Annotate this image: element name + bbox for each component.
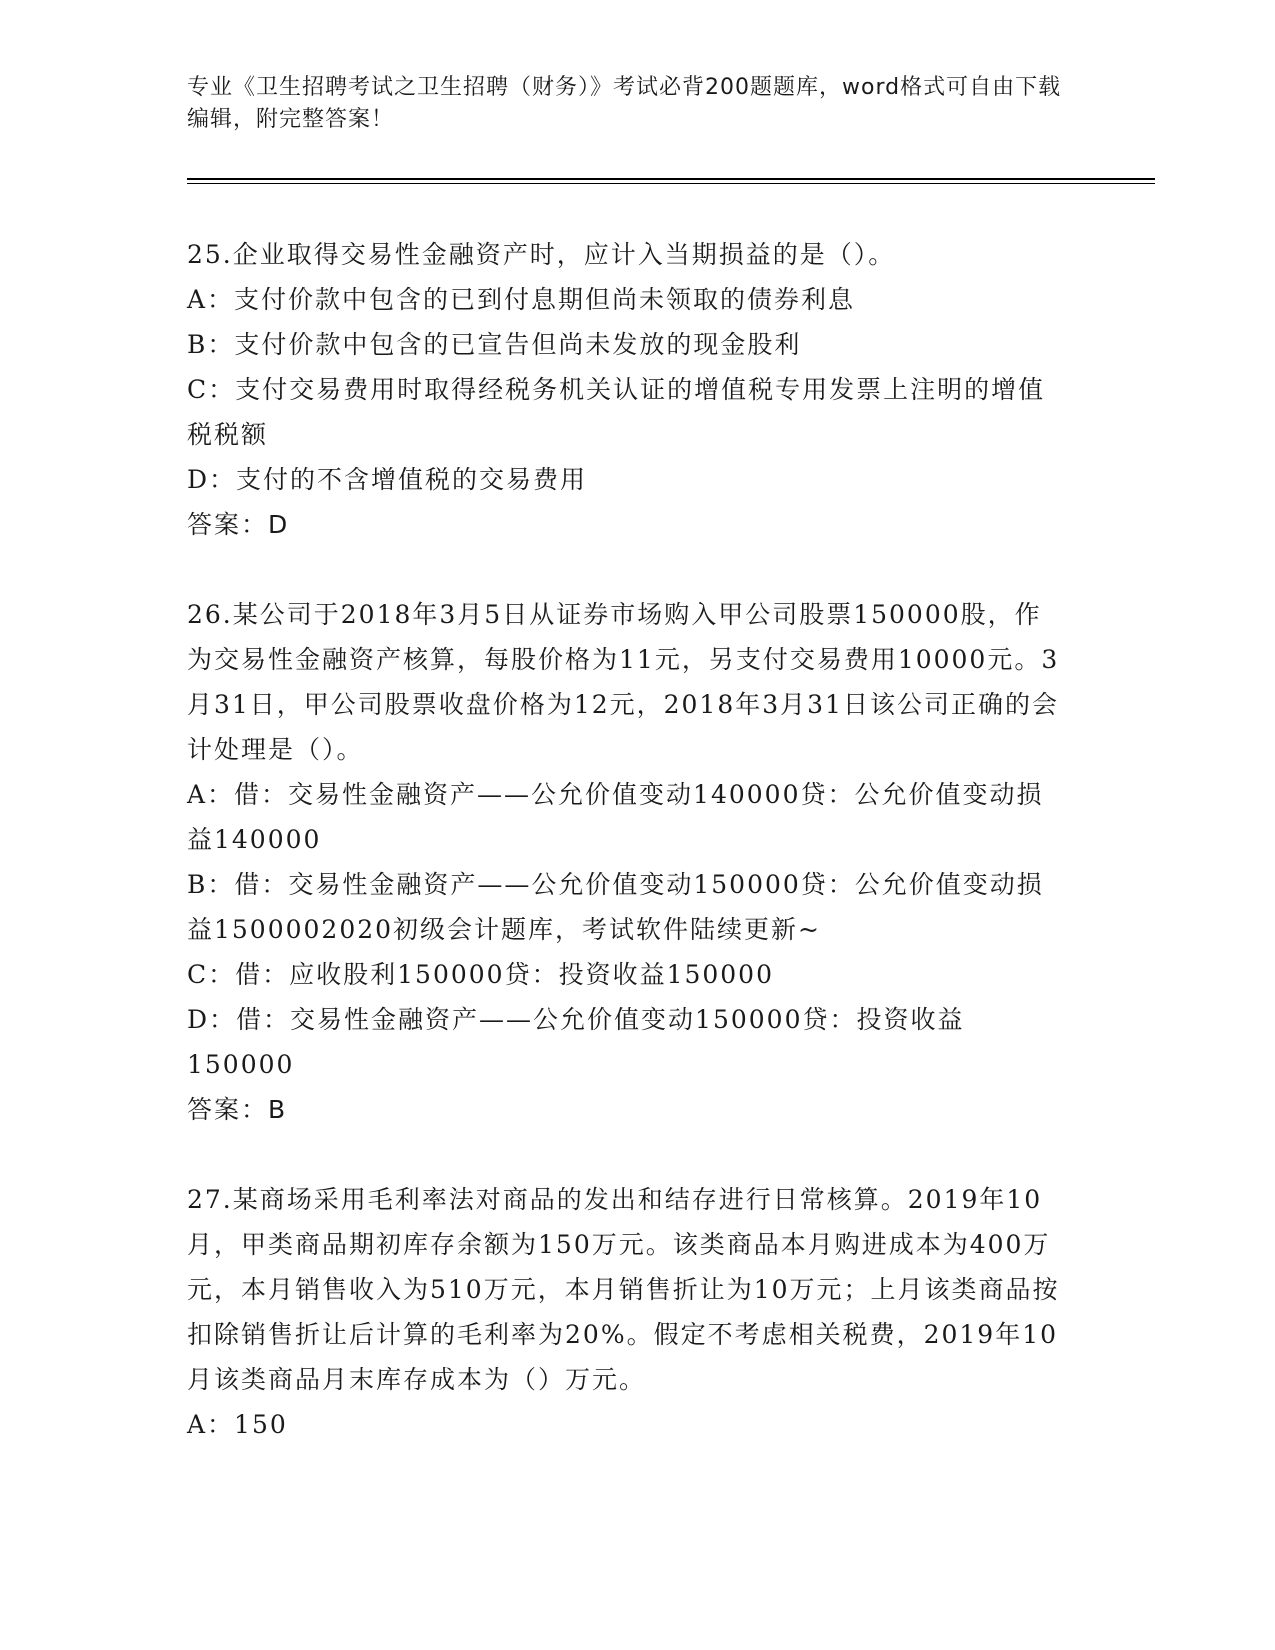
question-26 (187, 592, 1067, 1132)
option-a: A：借：交易性金融资产——公允价值变动140000贷：公允价值变动损益140000 (187, 780, 1044, 854)
option-a: A：支付价款中包含的已到付息期但尚未领取的债券利息 (187, 285, 856, 314)
option-c: C：支付交易费用时取得经税务机关认证的增值税专用发票上注明的增值税税额 (187, 375, 1046, 449)
option-b: B：借：交易性金融资产——公允价值变动150000贷：公允价值变动损益1500002020初级会计题库，考试软件陆续更新~ (187, 870, 1044, 944)
question-list (187, 232, 1067, 1447)
option-b: B：支付价款中包含的已宣告但尚未发放的现金股利 (187, 330, 802, 359)
answer: 答案：B (187, 1095, 288, 1124)
question-stem: 25.企业取得交易性金融资产时，应计入当期损益的是（）。 (187, 240, 896, 269)
option-a: A：150 (187, 1410, 288, 1439)
option-c: C：借：应收股利150000贷：投资收益150000 (187, 960, 774, 989)
header-rule-thick (187, 178, 1155, 180)
header-rule-thin (187, 183, 1155, 184)
question-27 (187, 1177, 1067, 1447)
option-d: D：借：交易性金融资产——公允价值变动150000贷：投资收益150000 (187, 1005, 965, 1079)
question-25 (187, 232, 1067, 547)
option-d: D：支付的不含增值税的交易费用 (187, 465, 588, 494)
question-stem: 27.某商场采用毛利率法对商品的发出和结存进行日常核算。2019年10月，甲类商品期初库存余额为150万元。该类商品本月购进成本为400万元，本月销售收入为510万元，本月销售折让为10万元；上月该类商品按扣除销售折让后计算的毛利率为20%。假定不考虑相关税费，2019年10月该类商品月末库存成本为（）万元。 (187, 1185, 1060, 1394)
question-stem: 26.某公司于2018年3月5日从证券市场购入甲公司股票150000股，作为交易性金融资产核算，每股价格为11元，另支付交易费用10000元。3月31日，甲公司股票收盘价格为12元，2018年3月31日该公司正确的会计处理是（）。 (187, 600, 1060, 764)
answer: 答案：D (187, 510, 290, 539)
document-header: 专业《卫生招聘考试之卫生招聘（财务）》考试必背200题题库，word格式可自由下载编辑，附完整答案！ (187, 75, 1062, 132)
